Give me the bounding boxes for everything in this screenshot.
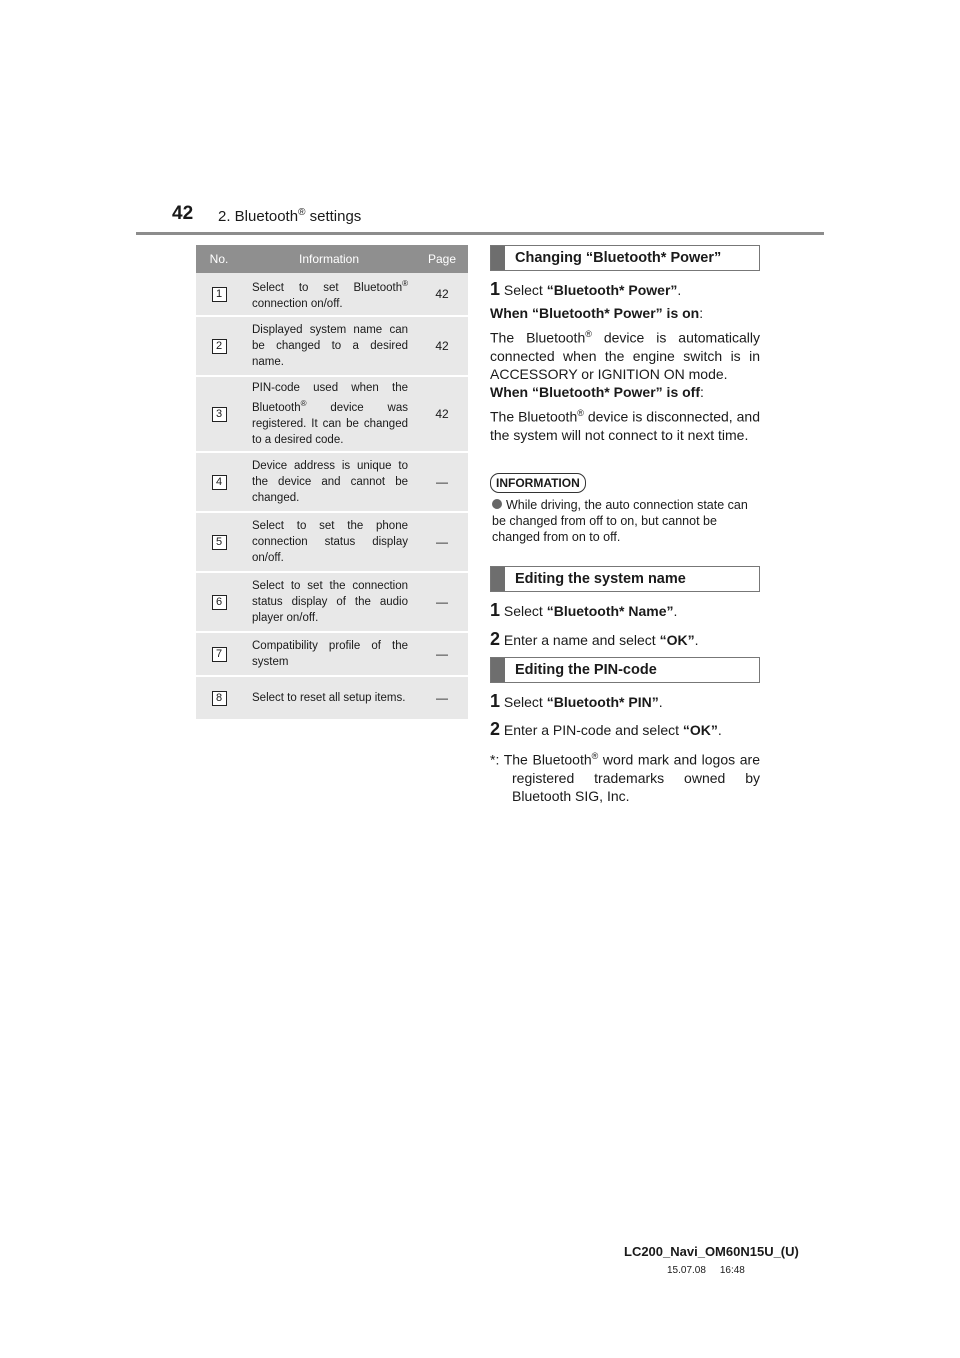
cell-page: — bbox=[436, 475, 448, 489]
section-title-prefix: 2. Bluetooth bbox=[218, 208, 299, 225]
registered-mark: ® bbox=[577, 408, 584, 418]
cell-number bbox=[196, 273, 242, 315]
cell-page: — bbox=[436, 647, 448, 661]
number-box: 2 bbox=[212, 339, 227, 354]
header-information: Information bbox=[298, 252, 360, 266]
off-text-a: The Bluetooth bbox=[490, 408, 578, 425]
footnote-text-a: *: The Bluetooth bbox=[490, 751, 592, 768]
registered-mark: ® bbox=[300, 399, 307, 409]
step-bold-text: “Bluetooth* Name” bbox=[546, 603, 674, 619]
cell-information bbox=[242, 513, 416, 571]
table-row bbox=[196, 453, 468, 513]
cell-number bbox=[196, 513, 242, 571]
cell-number bbox=[196, 377, 242, 451]
power-off-label bbox=[490, 383, 760, 401]
power-on-label bbox=[490, 304, 760, 322]
header-no: No. bbox=[209, 252, 229, 266]
row-text: Device address is unique to the device and cannot be changed. bbox=[252, 460, 408, 504]
step-number: 1 bbox=[490, 279, 501, 299]
table-row bbox=[196, 633, 468, 677]
step-punct: . bbox=[658, 694, 663, 710]
row-text: Displayed system name can be changed to a desired name. bbox=[252, 324, 408, 368]
document-code: LC200_Navi_OM60N15U_(U) bbox=[624, 1244, 799, 1259]
row-text: Compatibility profile of the system bbox=[252, 640, 408, 668]
table-row bbox=[196, 377, 468, 453]
cell-number bbox=[196, 677, 242, 719]
cell-information bbox=[242, 453, 416, 511]
registered-mark: ® bbox=[402, 279, 408, 289]
cell-information bbox=[242, 677, 416, 719]
cell-page: 42 bbox=[435, 407, 449, 421]
table-row bbox=[196, 273, 468, 317]
cell-information bbox=[242, 377, 416, 451]
step-text: Enter a name and select bbox=[503, 632, 660, 648]
step-punct: . bbox=[673, 603, 678, 619]
cell-page: — bbox=[436, 691, 448, 705]
step-punct: . bbox=[717, 722, 722, 738]
number-box: 7 bbox=[212, 647, 227, 662]
cell-number bbox=[196, 633, 242, 675]
heading-text: Changing “Bluetooth* Power” bbox=[515, 250, 722, 266]
heading-editing-system-name bbox=[490, 566, 760, 592]
information-label: INFORMATION bbox=[490, 473, 586, 493]
cell-information bbox=[242, 573, 416, 631]
header-rule bbox=[136, 232, 824, 235]
heading-bar bbox=[491, 658, 505, 682]
pin-step-1 bbox=[490, 691, 663, 712]
heading-editing-pin-code bbox=[490, 657, 760, 683]
table-row bbox=[196, 513, 468, 573]
row-text: Select to reset all setup items. bbox=[252, 692, 406, 704]
footnote-text-b: word mark and logos are registered trademarks owned by Bluetooth SIG, Inc. bbox=[512, 751, 761, 804]
heading-text: Editing the system name bbox=[515, 571, 686, 587]
number-box: 3 bbox=[212, 407, 227, 422]
registered-mark: ® bbox=[585, 329, 592, 339]
trademark-footnote bbox=[490, 747, 760, 805]
information-table bbox=[196, 245, 468, 721]
number-box: 5 bbox=[212, 535, 227, 550]
name-step-2 bbox=[490, 629, 698, 650]
row-text-cont: device was registered. It can be changed to a desired code. bbox=[252, 401, 408, 446]
cell-information bbox=[242, 633, 416, 675]
step-number: 1 bbox=[490, 691, 501, 711]
colon: : bbox=[699, 305, 704, 321]
cell-number bbox=[196, 453, 242, 511]
page-number: 42 bbox=[172, 203, 194, 224]
table-row bbox=[196, 317, 468, 377]
cell-page: — bbox=[436, 595, 448, 609]
name-step-1 bbox=[490, 600, 677, 621]
number-box: 6 bbox=[212, 595, 227, 610]
power-on-description bbox=[490, 325, 760, 383]
print-timestamp: 15.07.08 16:48 bbox=[667, 1265, 745, 1276]
off-text-b: device is disconnected, and the system will not connect to it next time. bbox=[490, 408, 761, 443]
step-bold-text: “Bluetooth* PIN” bbox=[546, 694, 659, 710]
step-bold-text: “OK” bbox=[682, 722, 718, 738]
off-label-text: When “Bluetooth* Power” is off bbox=[490, 384, 700, 400]
table-row bbox=[196, 573, 468, 633]
table-row bbox=[196, 677, 468, 721]
number-box: 1 bbox=[212, 287, 227, 302]
step-text: Select bbox=[503, 603, 547, 619]
step-text: Enter a PIN-code and select bbox=[503, 722, 683, 738]
cell-number bbox=[196, 573, 242, 631]
on-text-b: device is automatically connected when the engine switch is in ACCESSORY or IGNITION ON mode. bbox=[490, 329, 761, 382]
registered-mark: ® bbox=[591, 751, 599, 761]
step-bold-text: “Bluetooth* Power” bbox=[546, 282, 678, 298]
registered-mark: ® bbox=[298, 207, 306, 218]
section-title-suffix: settings bbox=[305, 208, 362, 225]
step-number: 1 bbox=[490, 600, 501, 620]
header-page: Page bbox=[427, 252, 457, 266]
cell-information bbox=[242, 273, 416, 315]
power-off-description bbox=[490, 404, 760, 444]
power-step-1 bbox=[490, 279, 681, 300]
cell-page: 42 bbox=[435, 339, 449, 353]
number-box: 8 bbox=[212, 691, 227, 706]
step-punct: . bbox=[694, 632, 699, 648]
on-label-text: When “Bluetooth* Power” is on bbox=[490, 305, 700, 321]
cell-number bbox=[196, 317, 242, 375]
step-punct: . bbox=[677, 282, 682, 298]
table-header bbox=[196, 245, 468, 273]
heading-bar bbox=[491, 246, 505, 270]
cell-page: — bbox=[436, 535, 448, 549]
pin-step-2 bbox=[490, 719, 722, 740]
step-number: 2 bbox=[490, 719, 501, 739]
step-number: 2 bbox=[490, 629, 501, 649]
cell-page: 42 bbox=[435, 287, 449, 301]
row-text: Select to set the phone connection status display on/off. bbox=[252, 520, 408, 564]
number-box: 4 bbox=[212, 475, 227, 490]
cell-information bbox=[242, 317, 416, 375]
heading-bar bbox=[491, 567, 505, 591]
row-text: Select to set Bluetooth bbox=[252, 281, 403, 294]
on-text-a: The Bluetooth bbox=[490, 329, 586, 346]
heading-changing-power bbox=[490, 245, 760, 271]
information-bullet bbox=[492, 497, 760, 545]
step-text: Select bbox=[503, 282, 547, 298]
bullet-icon bbox=[492, 499, 502, 509]
row-text-cont: connection on/off. bbox=[252, 297, 343, 310]
bullet-text: While driving, the auto connection state can be changed from off to on, but cannot be changed from on to off. bbox=[492, 498, 748, 544]
heading-text: Editing the PIN-code bbox=[515, 662, 657, 678]
section-title bbox=[218, 207, 361, 225]
step-bold-text: “OK” bbox=[659, 632, 695, 648]
colon: : bbox=[700, 384, 704, 400]
row-text: PIN-code used when the Bluetooth bbox=[252, 382, 408, 414]
step-text: Select bbox=[503, 694, 547, 710]
row-text: Select to set the connection status display of the audio player on/off. bbox=[252, 580, 408, 624]
